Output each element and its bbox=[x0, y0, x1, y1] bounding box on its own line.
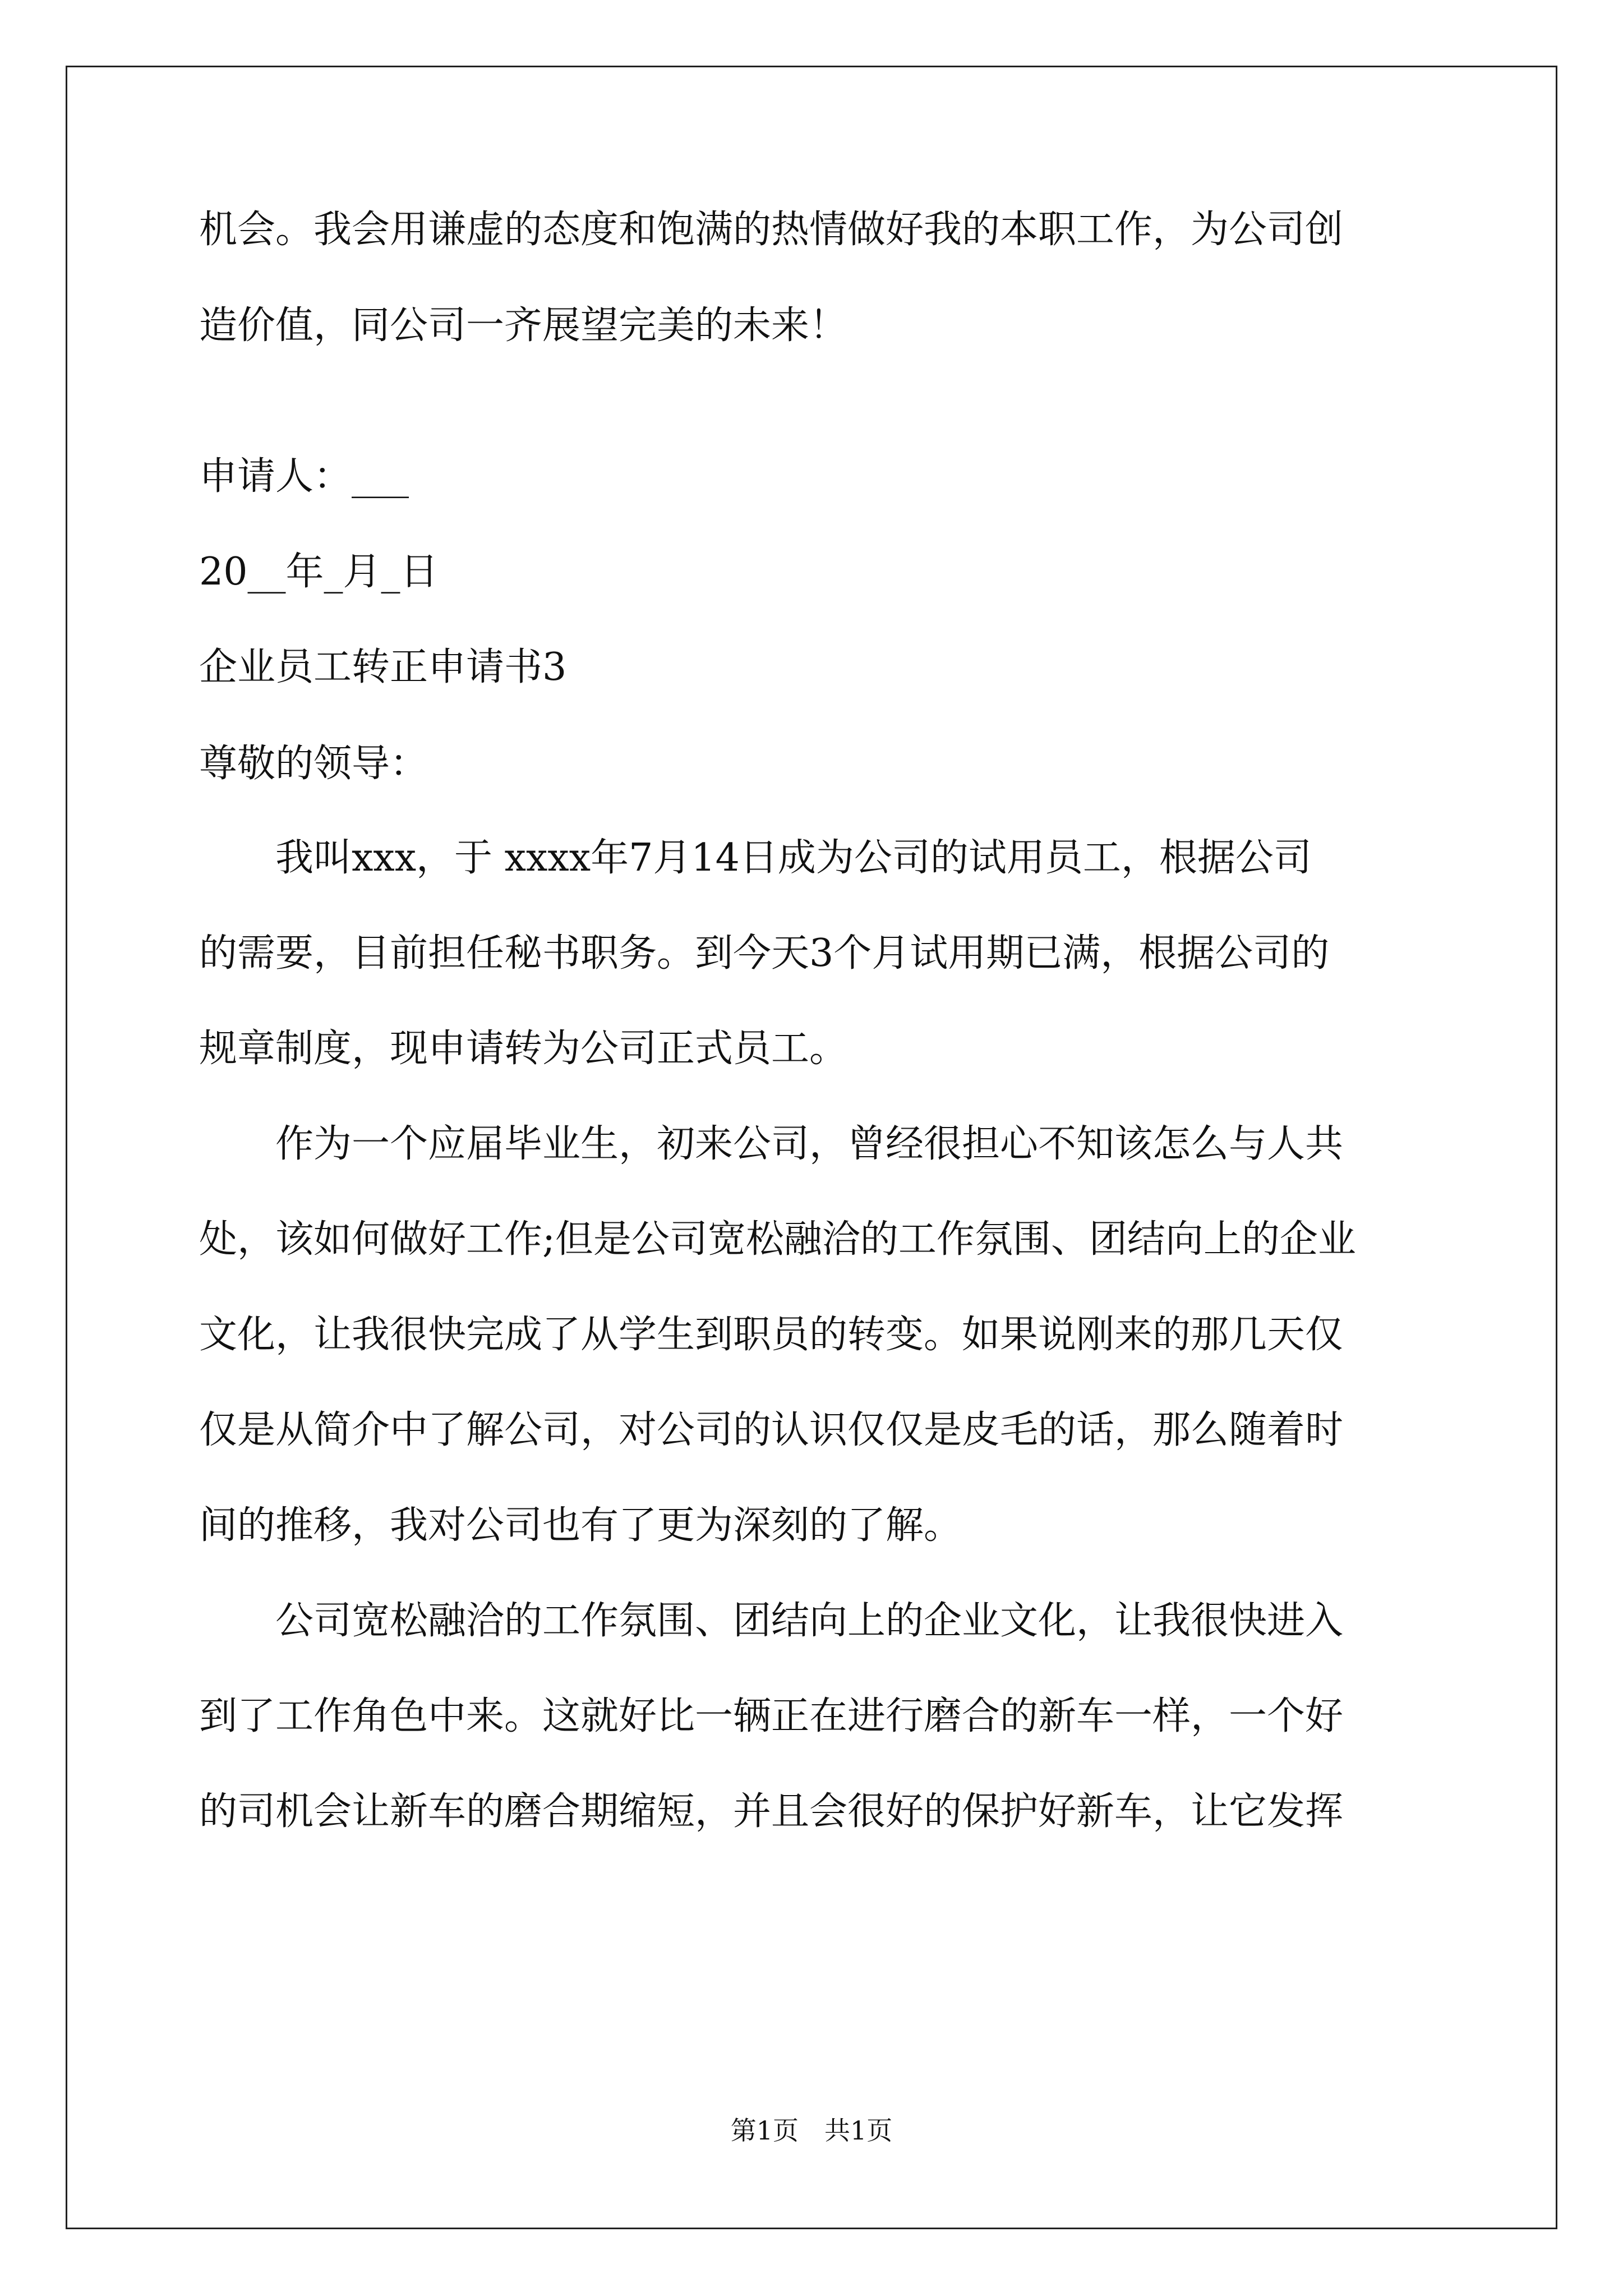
text-line: 机会。我会用谦虚的态度和饱满的热情做好我的本职工作，为公司创 bbox=[199, 208, 1344, 252]
section-title: 企业员工转正申请书3 bbox=[199, 645, 567, 689]
text-line: 的司机会让新车的磨合期缩短，并且会很好的保护好新车，让它发挥 bbox=[199, 1789, 1344, 1834]
salutation: 尊敬的领导： bbox=[199, 742, 428, 786]
text-line: 文化，让我很快完成了从学生到职员的转变。如果说刚来的那几天仅 bbox=[199, 1313, 1344, 1357]
text-line: 造价值，同公司一齐展望完美的未来！ bbox=[199, 303, 848, 348]
text-line: 作为一个应届毕业生，初来公司，曾经很担心不知该怎么与人共 bbox=[199, 1122, 1344, 1166]
text-line: 到了工作角色中来。这就好比一辆正在进行磨合的新车一样，一个好 bbox=[199, 1694, 1344, 1738]
text-line: 间的推移，我对公司也有了更为深刻的了解。 bbox=[199, 1503, 962, 1548]
applicant-line: 申请人：___ bbox=[199, 454, 409, 499]
text-line: 我叫xxx，于 xxxx年7月14日成为公司的试用员工，根据公司 bbox=[199, 836, 1312, 880]
text-line: 公司宽松融洽的工作氛围、团结向上的企业文化，让我很快进入 bbox=[199, 1599, 1344, 1643]
text-line: 规章制度，现申请转为公司正式员工。 bbox=[199, 1027, 848, 1071]
text-line: 仅是从简介中了解公司，对公司的认识仅仅是皮毛的话，那么随着时 bbox=[199, 1408, 1344, 1452]
text-line: 处，该如何做好工作;但是公司宽松融洽的工作氛围、团结向上的企业 bbox=[199, 1217, 1356, 1262]
page-footer: 第1页 共1页 bbox=[730, 2115, 893, 2146]
text-line: 的需要，目前担任秘书职务。到今天3个月试用期已满，根据公司的 bbox=[199, 931, 1330, 976]
date-line: 20__年_月_日 bbox=[199, 550, 439, 594]
